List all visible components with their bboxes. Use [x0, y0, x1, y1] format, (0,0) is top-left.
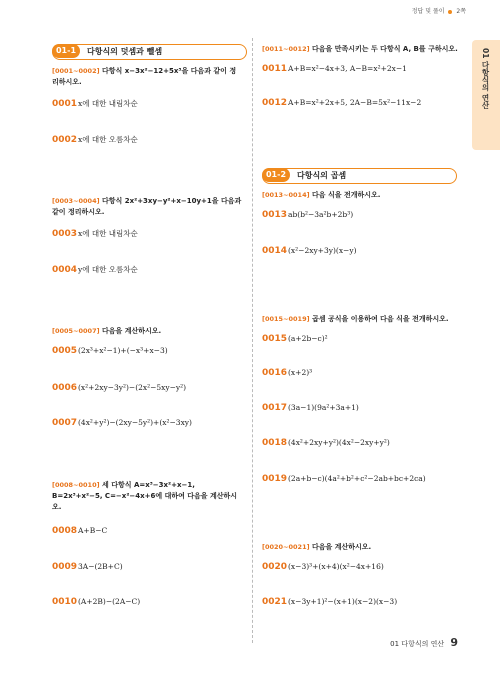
instruction-text: 다항식 2x²+3xy−y²+x−10y+1을 다음과 같이 정리하시오.: [52, 197, 242, 216]
problem-range: [0013~0014]: [262, 191, 310, 199]
instruction-block-0001-0002: [52, 66, 242, 88]
problem-text: (3a−1)(9a²+3a+1): [288, 403, 359, 412]
section-number: 01-2: [262, 168, 290, 182]
problem-0013: [262, 210, 353, 220]
problem-0010: [52, 597, 140, 607]
problem-number: 0013: [262, 210, 288, 220]
problem-number: 0017: [262, 403, 288, 413]
problem-text: x에 대한 내림차순: [78, 229, 138, 238]
problem-number: 0003: [52, 229, 78, 239]
instruction-text: 다음을 계산하시오.: [312, 543, 372, 551]
instruction-block-0005-0007: [52, 326, 242, 337]
instruction-text: 다음을 만족시키는 두 다항식 A, B를 구하시오.: [312, 45, 458, 53]
problem-number: 0016: [262, 368, 288, 378]
page-header: [412, 6, 466, 15]
problem-text: x에 대한 오름차순: [78, 135, 138, 144]
problem-number: 0007: [52, 418, 78, 428]
problem-number: 0015: [262, 334, 288, 344]
section-number: 01-1: [52, 44, 80, 58]
instruction-text: 다항식 x−3x²−12+5x³을 다음과 같이 정리하시오.: [52, 67, 237, 86]
bullet-dot-icon: [448, 10, 452, 14]
column-divider: [252, 38, 253, 643]
problem-0016: [262, 368, 312, 378]
problem-text: ab(b²−3a²b+2b³): [288, 210, 354, 219]
page-number: 9: [450, 636, 458, 649]
chapter-side-tab: [472, 40, 500, 150]
section-header-01-1: [52, 44, 247, 60]
section-title: 다항식의 곱셈: [297, 171, 347, 180]
problem-0005: [52, 346, 168, 356]
instruction-text: 곱셈 공식을 이용하여 다음 식을 전개하시오.: [312, 315, 449, 323]
problem-range: [0005~0007]: [52, 327, 100, 335]
problem-text: (4x²+2xy+y²)(4x²−2xy+y²): [288, 438, 390, 447]
instruction-block-0011-0012: [262, 44, 462, 55]
problem-0015: [262, 334, 328, 344]
problem-number: 0018: [262, 438, 288, 448]
problem-text: A+B=x²+2x+5, 2A−B=5x²−11x−2: [288, 98, 422, 107]
problem-0001: [52, 98, 138, 109]
problem-0009: [52, 562, 123, 572]
problem-0008: [52, 526, 107, 536]
problem-number: 0008: [52, 526, 78, 536]
section-title: 다항식의 덧셈과 뺄셈: [87, 47, 163, 56]
problem-text: (x−3y+1)²−(x+1)(x−2)(x−3): [288, 597, 398, 606]
problem-range: [0001~0002]: [52, 67, 100, 75]
instruction-text: 세 다항식 A=x³−3x²+x−1, B=2x³+x²−5, C=−x²−4x+6에 대하여 다음을 계산하시오.: [52, 481, 238, 511]
problem-text: (a+2b−c)²: [288, 334, 328, 343]
problem-0017: [262, 403, 359, 413]
problem-number: 0002: [52, 135, 78, 145]
problem-text: (x−3)³+(x+4)(x²−4x+16): [288, 562, 384, 571]
footer-chapter: 01 다항식의 연산: [390, 640, 445, 648]
problem-text: y에 대한 오름차순: [78, 265, 138, 274]
problem-text: (x+2)³: [288, 368, 313, 377]
section-header-01-2: [262, 168, 457, 184]
instruction-block-0015-0019: [262, 314, 462, 325]
problem-0011: [262, 64, 407, 74]
problem-range: [0008~0010]: [52, 481, 100, 489]
problem-number: 0006: [52, 383, 78, 393]
problem-text: (2a+b−c)(4a²+b²+c²−2ab+bc+2ca): [288, 474, 426, 483]
header-answer-label: 정답 및 풀이: [411, 8, 445, 15]
instruction-text: 다음 식을 전개하시오.: [312, 191, 381, 199]
problem-text: x에 대한 내림차순: [78, 99, 138, 108]
instruction-block-0008-0010: [52, 480, 242, 513]
problem-text: (x²−2xy+3y)(x−y): [288, 246, 357, 255]
instruction-block-0013-0014: [262, 190, 462, 201]
problem-number: 0019: [262, 474, 288, 484]
problem-0003: [52, 228, 138, 239]
header-page-ref: 2쪽: [456, 8, 466, 15]
problem-number: 0001: [52, 99, 78, 109]
problem-range: [0015~0019]: [262, 315, 310, 323]
problem-number: 0011: [262, 64, 288, 74]
problem-number: 0010: [52, 597, 78, 607]
problem-0004: [52, 264, 138, 275]
problem-number: 0004: [52, 265, 78, 275]
problem-text: A+B=x²−4x+3, A−B=x²+2x−1: [288, 64, 407, 73]
problem-0006: [52, 383, 186, 393]
problem-number: 0005: [52, 346, 78, 356]
problem-0018: [262, 438, 390, 448]
problem-0019: [262, 474, 426, 484]
problem-number: 0021: [262, 597, 288, 607]
problem-text: (2x³+x²−1)+(−x³+x−3): [78, 346, 168, 355]
instruction-text: 다음을 계산하시오.: [102, 327, 162, 335]
problem-number: 0009: [52, 562, 78, 572]
problem-0021: [262, 597, 397, 607]
problem-text: 3A−(2B+C): [78, 562, 123, 571]
problem-0014: [262, 246, 357, 256]
problem-number: 0014: [262, 246, 288, 256]
chapter-side-tab-label: 01 다항식의 연산: [481, 48, 490, 109]
problem-text: (x²+2xy−3y²)−(2x²−5xy−y²): [78, 383, 187, 392]
problem-0002: [52, 134, 138, 145]
problem-0007: [52, 418, 192, 428]
instruction-block-0020-0021: [262, 542, 462, 553]
instruction-block-0003-0004: [52, 196, 242, 218]
problem-range: [0003~0004]: [52, 197, 100, 205]
problem-text: (A+2B)−(2A−C): [78, 597, 141, 606]
page-footer: [390, 636, 458, 649]
problem-range: [0011~0012]: [262, 45, 310, 53]
problem-number: 0012: [262, 98, 288, 108]
problem-text: A+B−C: [78, 526, 108, 535]
problem-range: [0020~0021]: [262, 543, 310, 551]
problem-0012: [262, 98, 421, 108]
problem-text: (4x²+y²)−(2xy−5y²)+(x²−3xy): [78, 418, 192, 427]
problem-0020: [262, 562, 384, 572]
problem-number: 0020: [262, 562, 288, 572]
